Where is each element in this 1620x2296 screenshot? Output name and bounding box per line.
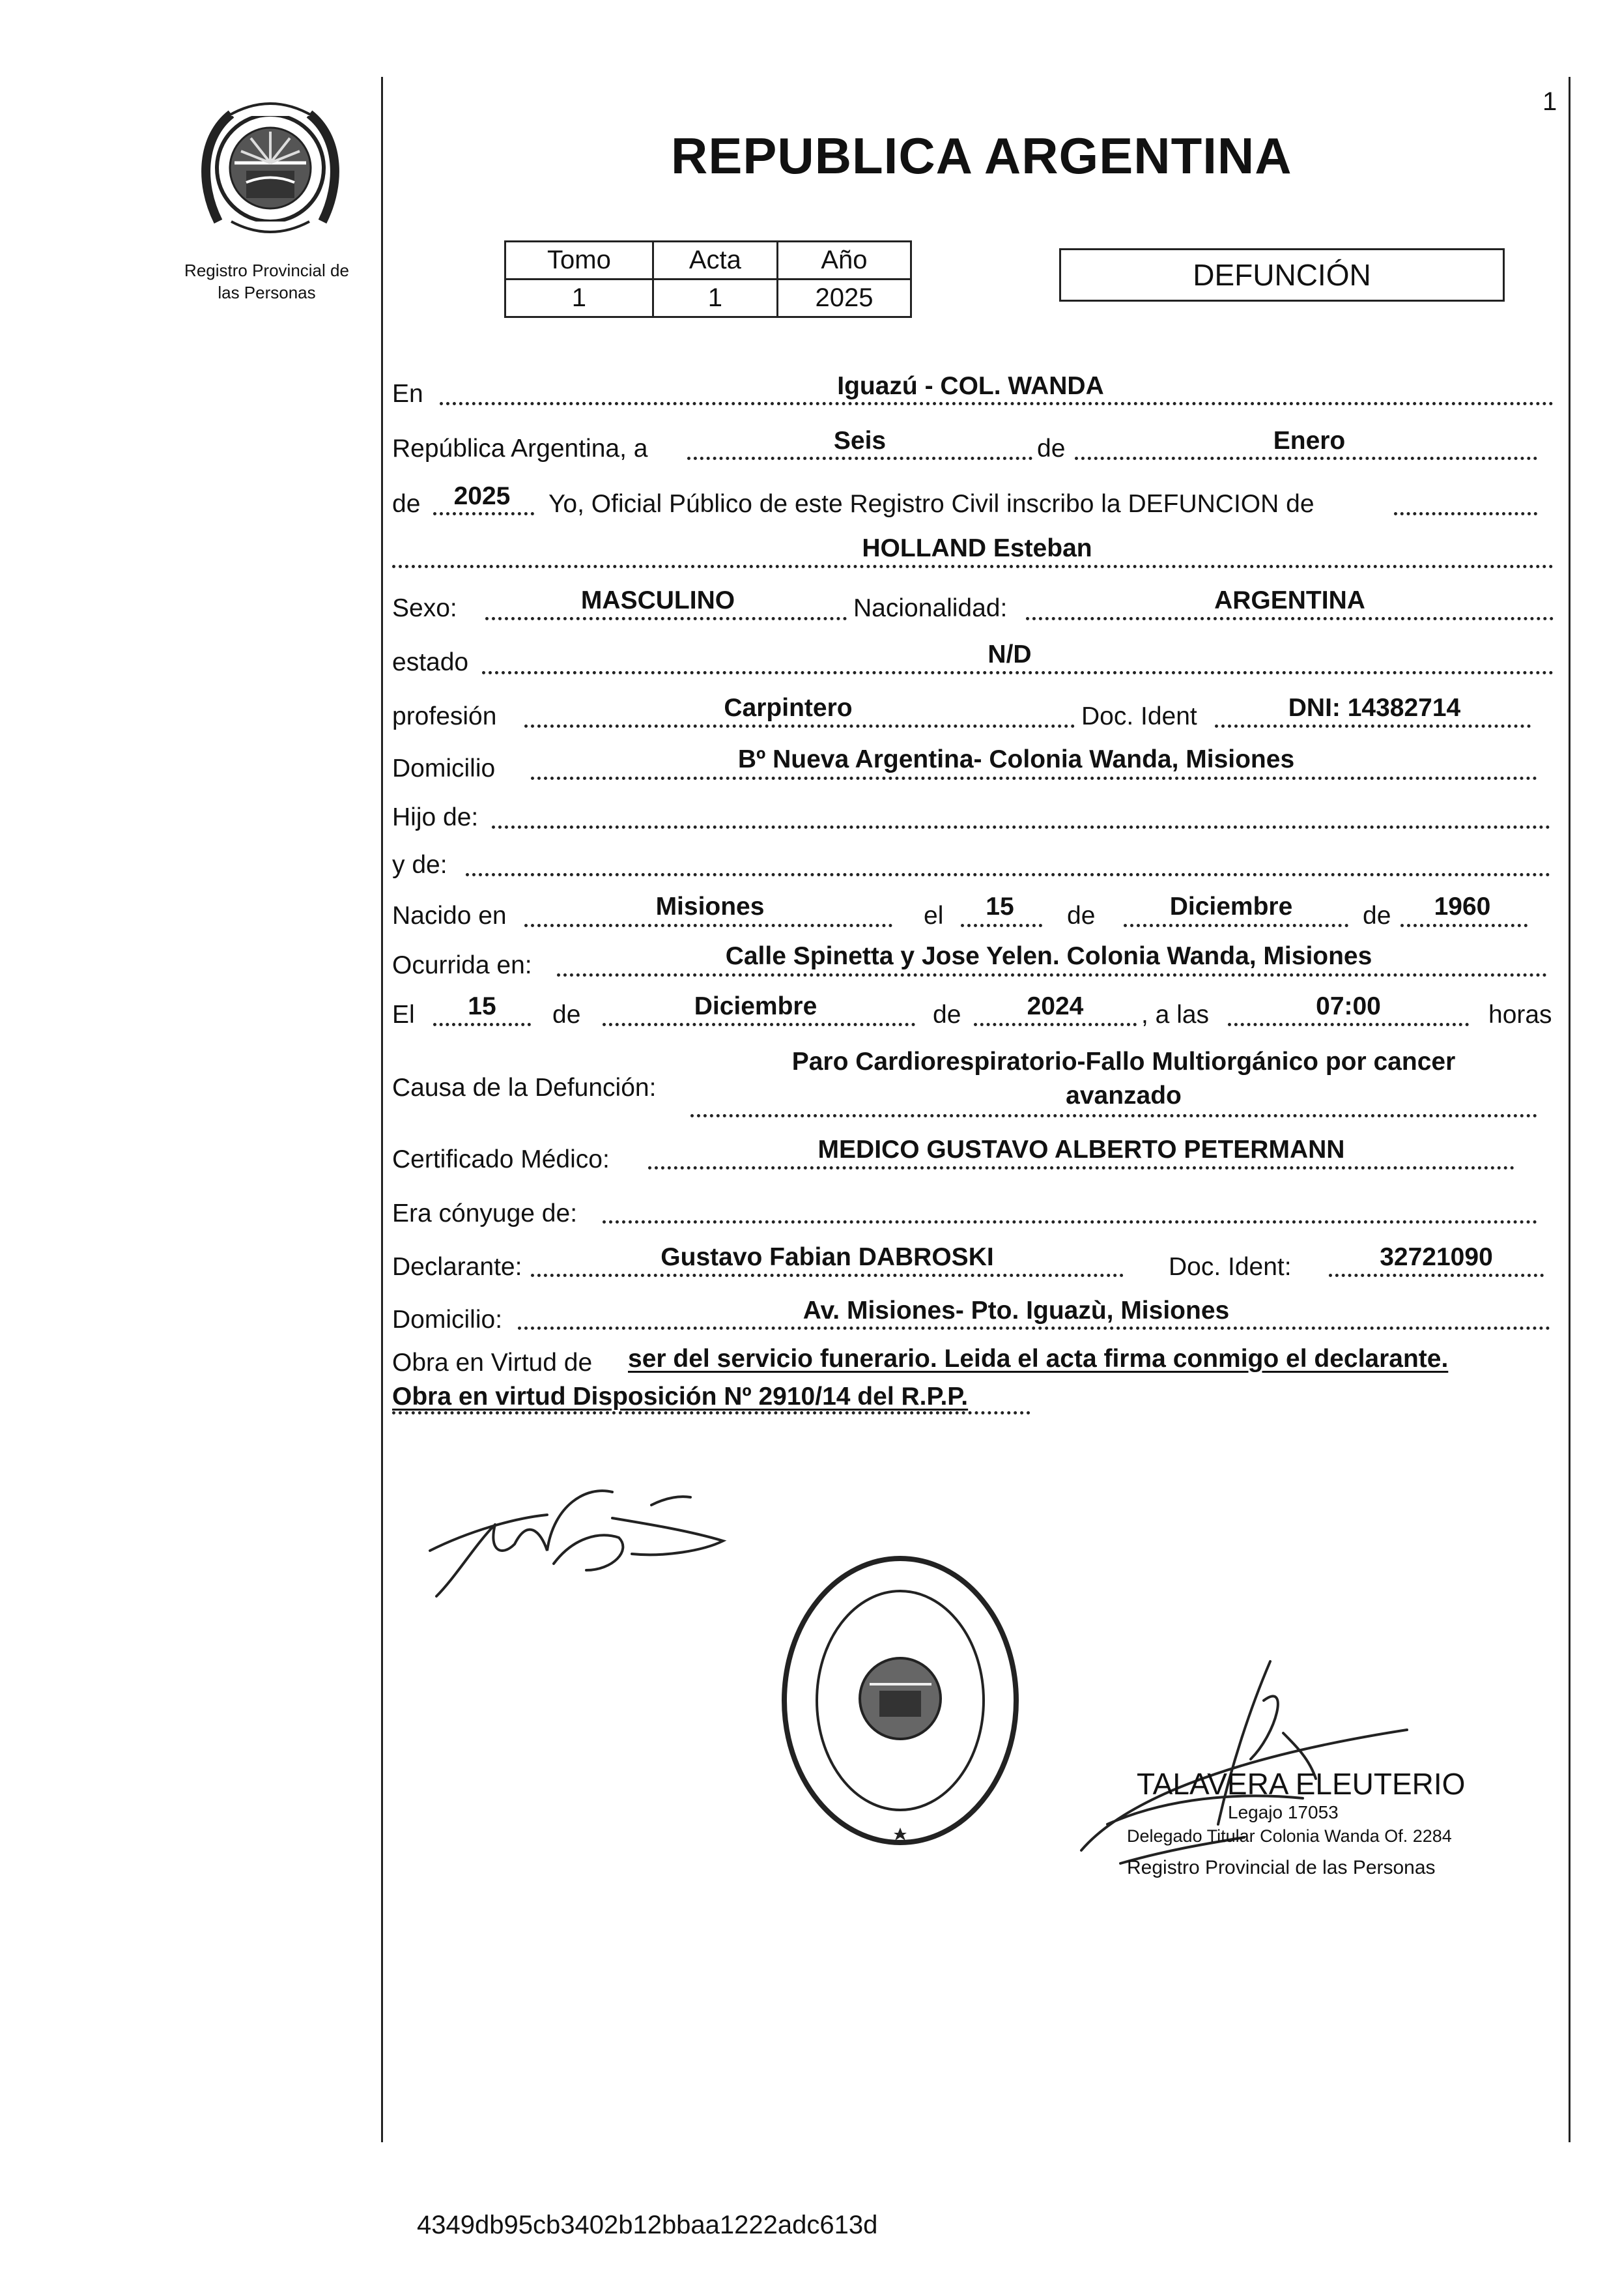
label-el-fecha: El [392, 1001, 415, 1029]
line-nombre [392, 565, 1554, 568]
acta-value: 1 [653, 280, 777, 317]
line-yo-end [1394, 512, 1537, 515]
label-certificado: Certificado Médico: [392, 1145, 610, 1173]
value-nac-anio: 1960 [1434, 893, 1491, 921]
official-name: TALAVERA ELEUTERIO [1137, 1767, 1466, 1801]
official-cargo: Delegado Titular Colonia Wanda Of. 2284 [1127, 1826, 1452, 1846]
line-declarante-doc [1329, 1274, 1544, 1277]
value-nac-mes: Diciembre [1169, 893, 1293, 921]
line-def-anio [974, 1023, 1137, 1026]
value-nacionalidad: ARGENTINA [1214, 586, 1365, 614]
official-registro: Registro Provincial de las Personas [1127, 1857, 1436, 1878]
value-obra-2: Obra en virtud Disposición Nº 2910/14 del R.P.P. [392, 1383, 969, 1411]
value-declarante-doc: 32721090 [1380, 1243, 1493, 1271]
tomo-header: Tomo [505, 242, 653, 280]
line-nacionalidad [1026, 617, 1554, 620]
line-sexo [485, 617, 847, 620]
acta-header: Acta [653, 242, 777, 280]
line-conyuge [603, 1220, 1537, 1224]
line-nac-mes [1124, 924, 1348, 927]
line-nacido-en [524, 924, 892, 927]
line-causa [690, 1114, 1537, 1117]
line-certificado [648, 1166, 1514, 1170]
value-obra-1: ser del servicio funerario. Leida el acta firma conmigo el declarante. [628, 1345, 1449, 1373]
label-estado: estado [392, 648, 469, 676]
declarant-signature [417, 1479, 730, 1609]
label-profesion: profesión [392, 702, 497, 730]
label-de-nac-mes: de [1067, 902, 1096, 930]
value-mes-registro: Enero [1273, 427, 1346, 455]
right-margin-line [1569, 77, 1570, 2142]
page-number: 1 [1542, 87, 1557, 116]
value-domicilio: Bº Nueva Argentina- Colonia Wanda, Misiones [737, 745, 1295, 773]
label-nacionalidad: Nacionalidad: [853, 594, 1008, 622]
value-def-anio: 2024 [1027, 992, 1084, 1020]
line-domicilio [531, 777, 1537, 780]
line-dni [1215, 725, 1531, 728]
line-y-de [466, 873, 1550, 876]
anio-value: 2025 [777, 280, 911, 317]
label-doc-ident: Doc. Ident [1081, 702, 1197, 730]
label-de-anio: de [392, 490, 421, 518]
label-republica: República Argentina, a [392, 435, 648, 463]
line-estado [482, 671, 1554, 674]
line-nac-anio [1400, 924, 1528, 927]
official-seal [778, 1554, 1023, 1847]
label-nacido-en: Nacido en [392, 902, 507, 930]
line-anio-registro [433, 512, 534, 515]
line-hijo-de [492, 825, 1550, 829]
record-type: DEFUNCIÓN [1059, 248, 1505, 302]
document-hash: 4349db95cb3402b12bbaa1222adc613d [417, 2211, 878, 2239]
value-nacido-en: Misiones [655, 893, 765, 921]
line-profesion [524, 725, 1075, 728]
value-def-mes: Diciembre [694, 992, 817, 1020]
line-dia-registro [687, 457, 1032, 460]
registry-label-1: Registro Provincial de [184, 261, 349, 280]
value-dia-registro: Seis [833, 427, 887, 455]
line-nac-dia [961, 924, 1042, 927]
line-domicilio-declarante [518, 1327, 1550, 1330]
line-declarante [531, 1274, 1124, 1277]
label-domicilio: Domicilio [392, 754, 496, 782]
value-sexo: MASCULINO [580, 586, 735, 614]
label-en: En [392, 380, 423, 408]
anio-header: Año [777, 242, 911, 280]
value-causa-1: Paro Cardiorespiratorio-Fallo Multiorgánico por cancer [791, 1048, 1456, 1076]
label-el: el [924, 902, 944, 930]
record-table [504, 240, 912, 318]
value-nombre: HOLLAND Esteban [862, 534, 1092, 562]
line-mes-registro [1075, 457, 1537, 460]
label-causa: Causa de la Defunción: [392, 1074, 657, 1102]
label-de-def-mes: de [552, 1001, 581, 1029]
registry-label-2: las Personas [218, 283, 316, 302]
label-horas: horas [1488, 1001, 1552, 1029]
line-ocurrida-en [557, 973, 1547, 977]
value-declarante: Gustavo Fabian DABROSKI [661, 1243, 994, 1271]
value-profesion: Carpintero [724, 694, 853, 722]
label-declarante: Declarante: [392, 1253, 522, 1281]
line-def-dia [433, 1023, 531, 1026]
value-domicilio-declarante: Av. Misiones- Pto. Iguazù, Misiones [803, 1297, 1230, 1325]
value-ocurrida-en: Calle Spinetta y Jose Yelen. Colonia Wanda, Misiones [725, 942, 1372, 970]
value-nac-dia: 15 [986, 893, 1014, 921]
label-a-las: , a las [1141, 1001, 1210, 1029]
value-def-dia: 15 [468, 992, 496, 1020]
page-title: REPUBLICA ARGENTINA [671, 127, 1292, 184]
label-de-nac-anio: de [1363, 902, 1391, 930]
official-legajo: Legajo 17053 [1228, 1802, 1339, 1822]
label-y-de: y de: [392, 851, 448, 879]
value-certificado: MEDICO GUSTAVO ALBERTO PETERMANN [817, 1136, 1345, 1164]
label-doc-ident-declarante: Doc. Ident: [1169, 1253, 1292, 1281]
province-emblem [195, 91, 345, 241]
label-obra: Obra en Virtud de [392, 1349, 593, 1377]
label-conyuge: Era cónyuge de: [392, 1199, 578, 1227]
left-margin-line [381, 77, 383, 2142]
label-de-mes: de [1037, 435, 1066, 463]
label-sexo: Sexo: [392, 594, 457, 622]
line-def-hora [1228, 1023, 1469, 1026]
label-hijo-de: Hijo de: [392, 803, 479, 831]
line-obra [392, 1411, 1030, 1414]
label-yo: Yo, Oficial Público de este Registro Civil inscribo la DEFUNCION de [548, 490, 1314, 518]
label-domicilio-declarante: Domicilio: [392, 1306, 503, 1334]
value-lugar: Iguazú - COL. WANDA [837, 372, 1104, 400]
value-causa-2: avanzado [1066, 1082, 1182, 1110]
line-def-mes [603, 1023, 915, 1026]
line-lugar [440, 402, 1554, 405]
value-estado: N/D [988, 640, 1032, 668]
label-de-def-anio: de [933, 1001, 961, 1029]
value-anio-registro: 2025 [453, 482, 511, 510]
label-ocurrida-en: Ocurrida en: [392, 951, 532, 979]
value-dni: DNI: 14382714 [1288, 694, 1461, 722]
tomo-value: 1 [505, 280, 653, 317]
value-def-hora: 07:00 [1316, 992, 1381, 1020]
